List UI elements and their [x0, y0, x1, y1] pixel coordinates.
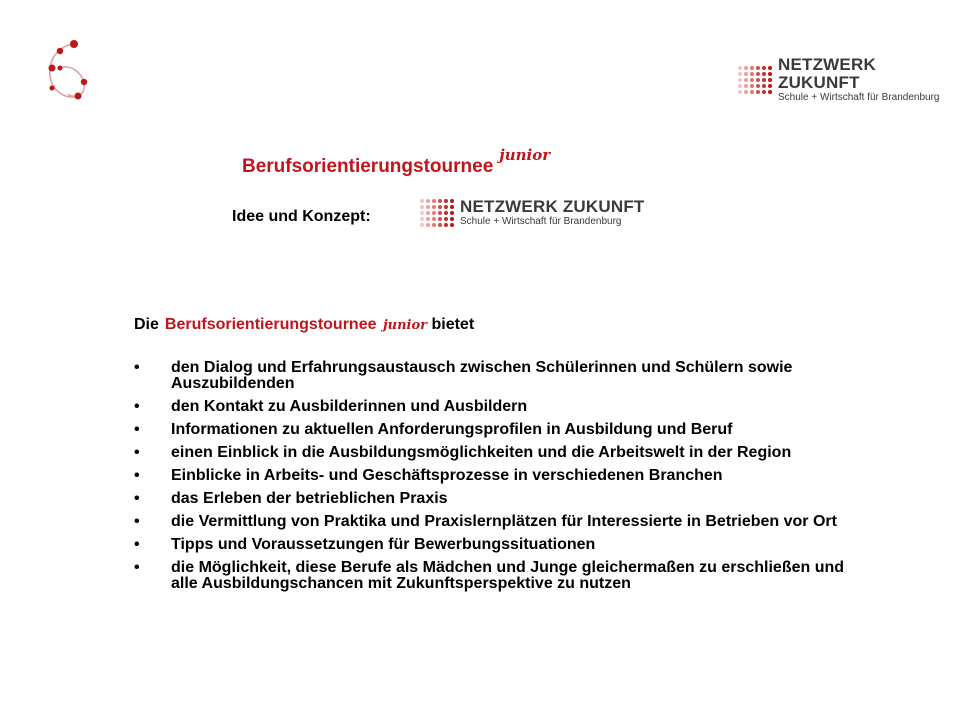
list-item: • das Erleben der betrieblichen Praxis	[134, 491, 874, 507]
intro-line	[134, 316, 474, 334]
logo-title: NETZWERK ZUKUNFT	[460, 197, 645, 216]
page-title-text: Berufsorientierungstournee	[242, 156, 494, 177]
dot-grid-icon	[738, 66, 772, 94]
logo-subtitle: Schule + Wirtschaft für Brandenburg	[460, 216, 622, 227]
page-title-junior: junior	[499, 146, 551, 164]
offer-list	[134, 360, 874, 599]
list-item: • einen Einblick in die Ausbildungsmöglichkeiten und die Arbeitswelt in der Region	[134, 445, 874, 461]
intro-suffix: bietet	[431, 316, 475, 333]
netzwerk-zukunft-logo-header	[738, 56, 960, 104]
list-item: • Informationen zu aktuellen Anforderungsprofilen in Ausbildung und Beruf	[134, 422, 874, 438]
list-item: • den Kontakt zu Ausbilderinnen und Ausbildern	[134, 399, 874, 415]
logo-title: NETZWERK ZUKUNFT	[778, 55, 876, 92]
page-title	[242, 146, 551, 178]
list-item: • die Möglichkeit, diese Berufe als Mädchen und Junge gleichermaßen zu erschließen und alle Ausbildungschancen mit Zukunftsperspektive zu nutzen	[134, 560, 874, 592]
list-item: • den Dialog und Erfahrungsaustausch zwischen Schülerinnen und Schülern sowie Auszubildenden	[134, 360, 874, 392]
list-item: • Tipps und Voraussetzungen für Bewerbungssituationen	[134, 537, 874, 553]
intro-prefix: Die	[134, 316, 159, 333]
list-item: • die Vermittlung von Praktika und Praxislernplätzen für Interessierte in Betrieben vor Ort	[134, 514, 874, 530]
list-item: • Einblicke in Arbeits- und Geschäftsprozesse in verschiedenen Branchen	[134, 468, 874, 484]
logo-subtitle: Schule + Wirtschaft für Brandenburg	[778, 92, 940, 103]
netzwerk-zukunft-logo-content	[420, 198, 645, 228]
intro-name: Berufsorientierungstournee	[164, 316, 377, 333]
intro-junior: junior	[382, 318, 428, 333]
dot-grid-icon	[420, 199, 454, 227]
idea-concept-label: Idee und Konzept:	[232, 208, 371, 225]
swirl-logo-icon	[40, 38, 100, 108]
